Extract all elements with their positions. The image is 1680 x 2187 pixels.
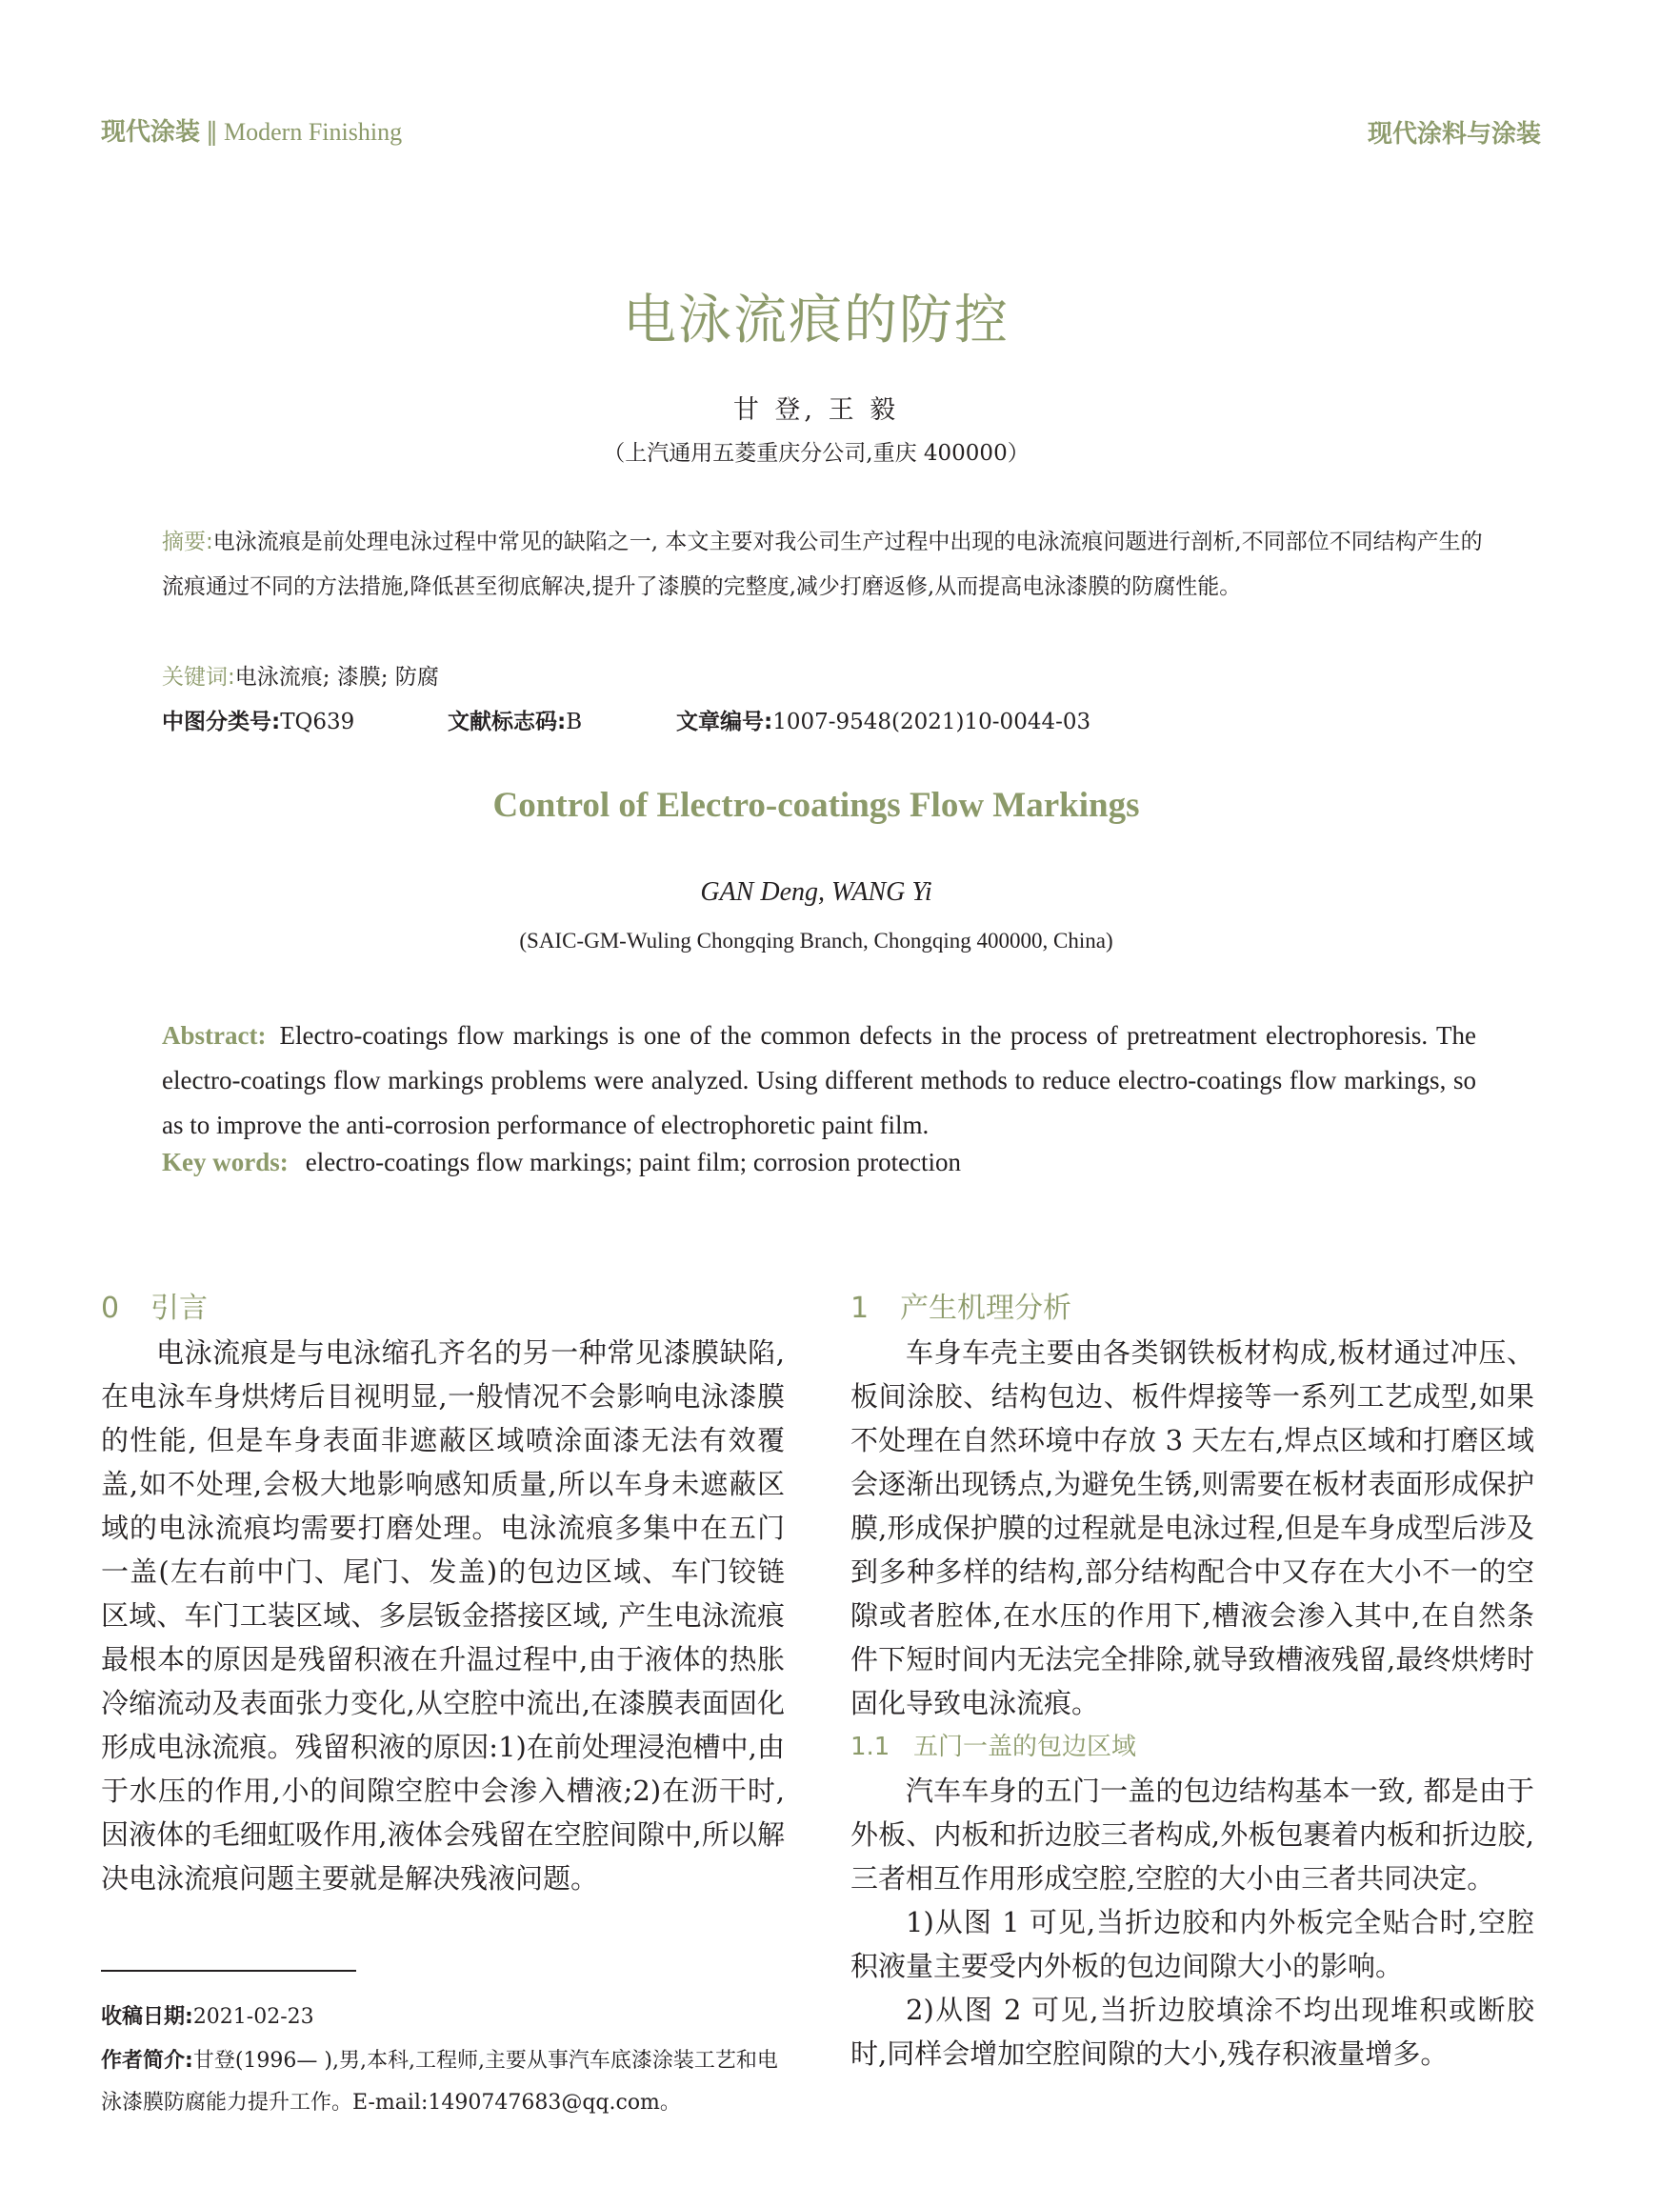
journal-name-cn: 现代涂装 [101,118,201,147]
section-1-title: 产生机理分析 [900,1292,1071,1325]
author-bio-text: 甘登(1996— ),男,本科,工程师,主要从事汽车底漆涂装工艺和电泳漆膜防腐能力提升工作。E-mail:1490747683@qq.com。 [101,2049,778,2115]
section-1-1-paragraph-2: 1)从图 1 可见,当折边胶和内外板完全贴合时,空腔积液量主要受内外板的包边间隙大小的影响。 [850,1906,1534,1982]
keywords-en-label: Key words: [162,1148,289,1176]
article-number: 文章编号:1007-9548(2021)10-0044-03 [676,710,1091,734]
affiliation-cn: （上汽通用五菱重庆分公司,重庆 400000） [603,441,1030,466]
classification-line [162,700,1486,745]
abstract-cn-text: 电泳流痕是前处理电泳过程中常见的缺陷之一, 本文主要对我公司生产过程中出现的电泳流痕问题进行剖析,不同部位不同结构产生的流痕通过不同的方法措施,降低甚至彻底解决,提升了漆膜的完整度,减少打磨返修,从而提高电泳漆膜的防腐性能。 [162,530,1483,599]
section-0-number: 0 [101,1292,120,1325]
abstract-en-label: Abstract: [162,1021,267,1050]
section-1-1-heading [850,1725,1534,1769]
document-code: 文献标志码:B [448,710,583,734]
received-label: 收稿日期: [101,2005,193,2029]
authors-cn: 甘 登, 王 毅 [732,395,900,425]
abstract-cn-label: 摘要: [162,530,213,554]
section-1-1-paragraph-3: 2)从图 2 可见,当折边胶填涂不均出现堆积或断胶时,同样会增加空腔间隙的大小,残存积液量增多。 [850,1994,1534,2070]
clc-number: 中图分类号:TQ639 [162,710,355,734]
section-0-heading [101,1287,785,1331]
left-column [101,1287,785,1900]
running-header-left [101,112,402,148]
section-1-1-paragraph-1: 汽车车身的五门一盖的包边结构基本一致, 都是由于外板、内板和折边胶三者构成,外板包裹着内板和折边胶,三者相互作用形成空腔,空腔的大小由三者共同决定。 [850,1775,1534,1895]
section-0-paragraph: 电泳流痕是与电泳缩孔齐名的另一种常见漆膜缺陷,在电泳车身烘烤后目视明显,一般情况不会影响电泳漆膜的性能, 但是车身表面非遮蔽区域喷涂面漆无法有效覆盖,如不处理,会极大地影响感知质量,所以车身未遮蔽区域的电泳流痕均需要打磨处理。电泳流痕多集中在五门一盖(左右前中门、尾门、发盖)的包边区域、车门铰链区域、车门工装区域、多层钣金搭接区域, 产生电泳流痕最根本的原因是残留积液在升温过程中,由于液体的热胀冷缩流动及表面张力变化,从空腔中流出,在漆膜表面固化形成电泳流痕。残留积液的原因:1)在前处理浸泡槽中,由于水压的作用,小的间隙空腔中会渗入槽液;2)在沥干时,因液体的毛细虹吸作用,液体会残留在空腔间隙中,所以解决电泳流痕问题主要就是解决残液问题。 [101,1336,785,1895]
section-1-paragraph: 车身车壳主要由各类钢铁板材构成,板材通过冲压、板间涂胶、结构包边、板件焊接等一系列工艺成型,如果不处理在自然环境中存放 3 天左右,焊点区域和打磨区域会逐渐出现锈点,为避免生锈,则需要在板材表面形成保护膜,形成保护膜的过程就是电泳过程,但是车身成型后涉及到多种多样的结构,部分结构配合中又存在大小不一的空隙或者腔体,在水压的作用下,槽液会渗入其中,在自然条件下短时间内无法完全排除,就导致槽液残留,最终烘烤时固化导致电泳流痕。 [850,1336,1534,1719]
section-1-heading [850,1287,1534,1331]
abstract-en-text: Electro-coatings flow markings is one of the common defects in the process of pretreatment electrophoresis. The electro-coatings flow markings problems were analyzed. Using different methods to reduce electro-coatings flow markings, so as to improve the anti-corrosion performance of electrophoretic paint film. [162,1021,1476,1139]
paper-title-en: Control of Electro-coatings Flow Markings [492,786,1140,825]
keywords-cn-text: 电泳流痕; 漆膜; 防腐 [234,665,439,690]
keywords-en [162,1148,1476,1177]
running-header-section: 现代涂料与涂装 [1367,120,1541,149]
abstract-cn [162,520,1486,610]
footnote-received-date [101,1996,790,2038]
affiliation-en: (SAIC-GM-Wuling Chongqing Branch, Chongqing 400000, China) [519,929,1113,953]
header-separator: ‖ [206,118,219,147]
keywords-en-text: electro-coatings flow markings; paint film; corrosion protection [305,1148,962,1176]
footnote-author-bio [101,2040,790,2124]
received-value: 2021-02-23 [192,2005,314,2029]
section-0-title: 引言 [150,1292,208,1325]
right-column [850,1287,1534,2076]
author-bio-label: 作者简介: [101,2049,193,2073]
section-1-1-title: 五门一盖的包边区域 [913,1733,1137,1761]
abstract-en [162,1013,1476,1148]
keywords-cn-label: 关键词: [162,665,235,690]
authors-en: GAN Deng, WANG Yi [700,877,932,907]
footnote-rule [101,1970,356,1972]
section-1-number: 1 [850,1292,870,1325]
keywords-cn [162,655,1486,700]
paper-title-cn: 电泳流痕的防控 [623,290,1010,351]
journal-name-en: Modern Finishing [224,118,403,146]
section-1-1-number: 1.1 [850,1733,890,1761]
